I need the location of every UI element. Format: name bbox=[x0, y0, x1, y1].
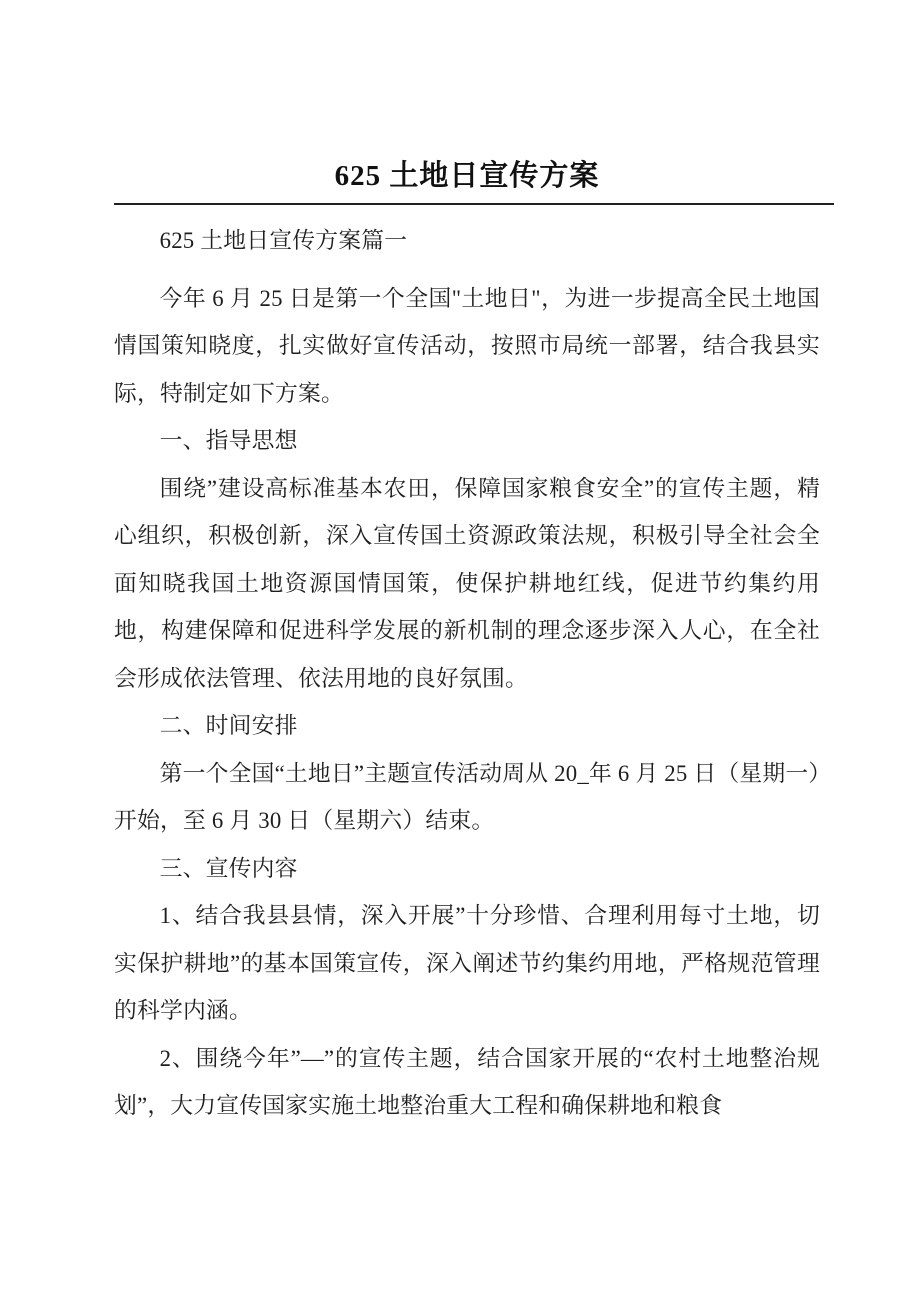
section-3-item-2: 2、围绕今年”—”的宣传主题，结合国家开展的“农村土地整治规划”，大力宣传国家实施土地整治重大工程和确保耕地和粮食 bbox=[114, 1045, 820, 1118]
title-divider bbox=[114, 203, 834, 205]
section-heading-3: 三、宣传内容 bbox=[159, 855, 298, 881]
section-1-paragraph: 围绕”建设高标准基本农田，保障国家粮食安全”的宣传主题，精心组织，积极创新，深入宣传国土资源政策法规，积极引导全社会全面知晓我国土地资源国情国策，使保护耕地红线，促进节约集约用地，构建保障和促进科学发展的新机制的理念逐步深入人心，在全社会形成依法管理、依法用地的良好氛围。 bbox=[114, 475, 820, 691]
intro-paragraph: 今年 6 月 25 日是第一个全国"土地日"，为进一步提高全民土地国情国策知晓度，扎实做好宣传活动，按照市局统一部署，结合我县实际，特制定如下方案。 bbox=[114, 285, 820, 406]
section-3-item-1: 1、结合我县县情，深入开展”十分珍惜、合理利用每寸土地，切实保护耕地”的基本国策宣传，深入阐述节约集约用地，严格规范管理的科学内涵。 bbox=[114, 903, 820, 1023]
section-heading-1: 一、指导思想 bbox=[159, 428, 298, 453]
document-title: 625 土地日宣传方案 bbox=[334, 160, 600, 192]
section-2-paragraph: 第一个全国“土地日”主题宣传活动周从 20_年 6 月 25 日（星期一）开始，至 6 月 30 日（星期六）结束。 bbox=[114, 760, 820, 833]
document-body bbox=[114, 275, 820, 1130]
section-heading-2: 二、时间安排 bbox=[159, 713, 298, 738]
document-subtitle: 625 土地日宣传方案篇一 bbox=[159, 228, 408, 253]
